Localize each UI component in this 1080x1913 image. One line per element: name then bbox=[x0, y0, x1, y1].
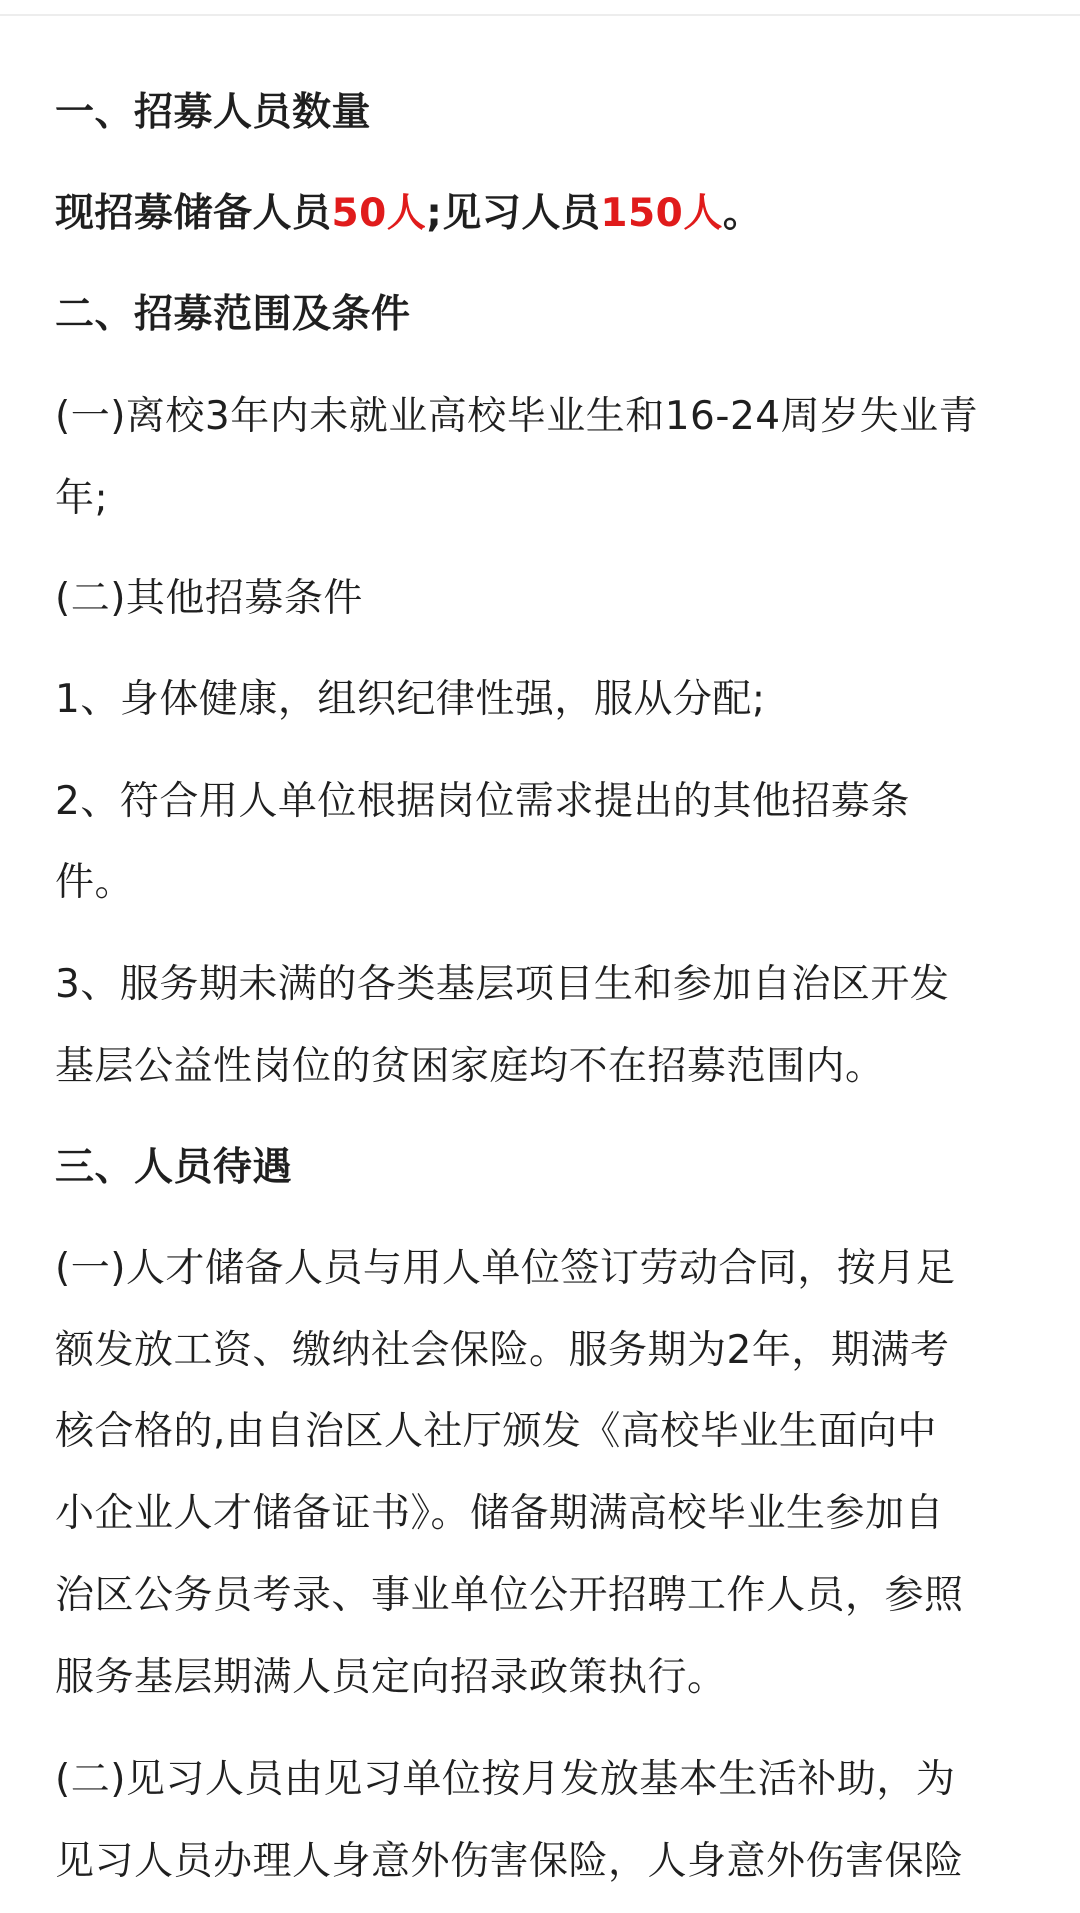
scope-1-line-1: (一)离校3年内未就业高校毕业生和16-24周岁失业青 bbox=[55, 394, 979, 439]
scope-2-title: (二)其他招募条件 bbox=[55, 576, 363, 621]
reserve-count: 50人 bbox=[331, 191, 427, 236]
scope-1-line-2: 年; bbox=[55, 476, 109, 521]
heading-recruit-quantity: 一、招募人员数量 bbox=[55, 90, 372, 135]
quota-suffix: 。 bbox=[722, 191, 763, 236]
condition-2-line-1: 2、符合用人单位根据岗位需求提出的其他招募条 bbox=[55, 779, 910, 824]
benefit-1-line-3: 核合格的,由自治区人社厅颁发《高校毕业生面向中 bbox=[55, 1409, 937, 1454]
benefit-1-line-5: 治区公务员考录、事业单位公开招聘工作人员，参照 bbox=[55, 1573, 964, 1618]
heading-benefits: 三、人员待遇 bbox=[55, 1145, 293, 1190]
heading-scope-conditions: 二、招募范围及条件 bbox=[55, 292, 411, 337]
top-divider bbox=[0, 14, 1080, 16]
benefit-1-line-4: 小企业人才储备证书》。储备期满高校毕业生参加自 bbox=[55, 1491, 945, 1536]
condition-1: 1、身体健康，组织纪律性强，服从分配; bbox=[55, 677, 766, 722]
benefit-2-line-1: (二)见习人员由见习单位按月发放基本生活补助，为 bbox=[55, 1757, 956, 1802]
quota-middle: ;见习人员 bbox=[426, 191, 601, 236]
intern-count: 150人 bbox=[600, 191, 723, 236]
benefit-1-line-1: (一)人才储备人员与用人单位签订劳动合同，按月足 bbox=[55, 1246, 956, 1291]
quota-prefix: 现招募储备人员 bbox=[55, 191, 332, 236]
benefit-1-line-6: 服务基层期满人员定向招录政策执行。 bbox=[55, 1655, 727, 1700]
benefit-2-line-2: 见习人员办理人身意外伤害保险，人身意外伤害保险 bbox=[55, 1839, 964, 1884]
recruit-quota-line bbox=[55, 190, 762, 238]
condition-2-line-2: 件。 bbox=[55, 860, 135, 905]
condition-3-line-2: 基层公益性岗位的贫困家庭均不在招募范围内。 bbox=[55, 1044, 885, 1089]
benefit-1-line-2: 额发放工资、缴纳社会保险。服务期为2年，期满考 bbox=[55, 1328, 950, 1373]
condition-3-line-1: 3、服务期未满的各类基层项目生和参加自治区开发 bbox=[55, 962, 950, 1007]
